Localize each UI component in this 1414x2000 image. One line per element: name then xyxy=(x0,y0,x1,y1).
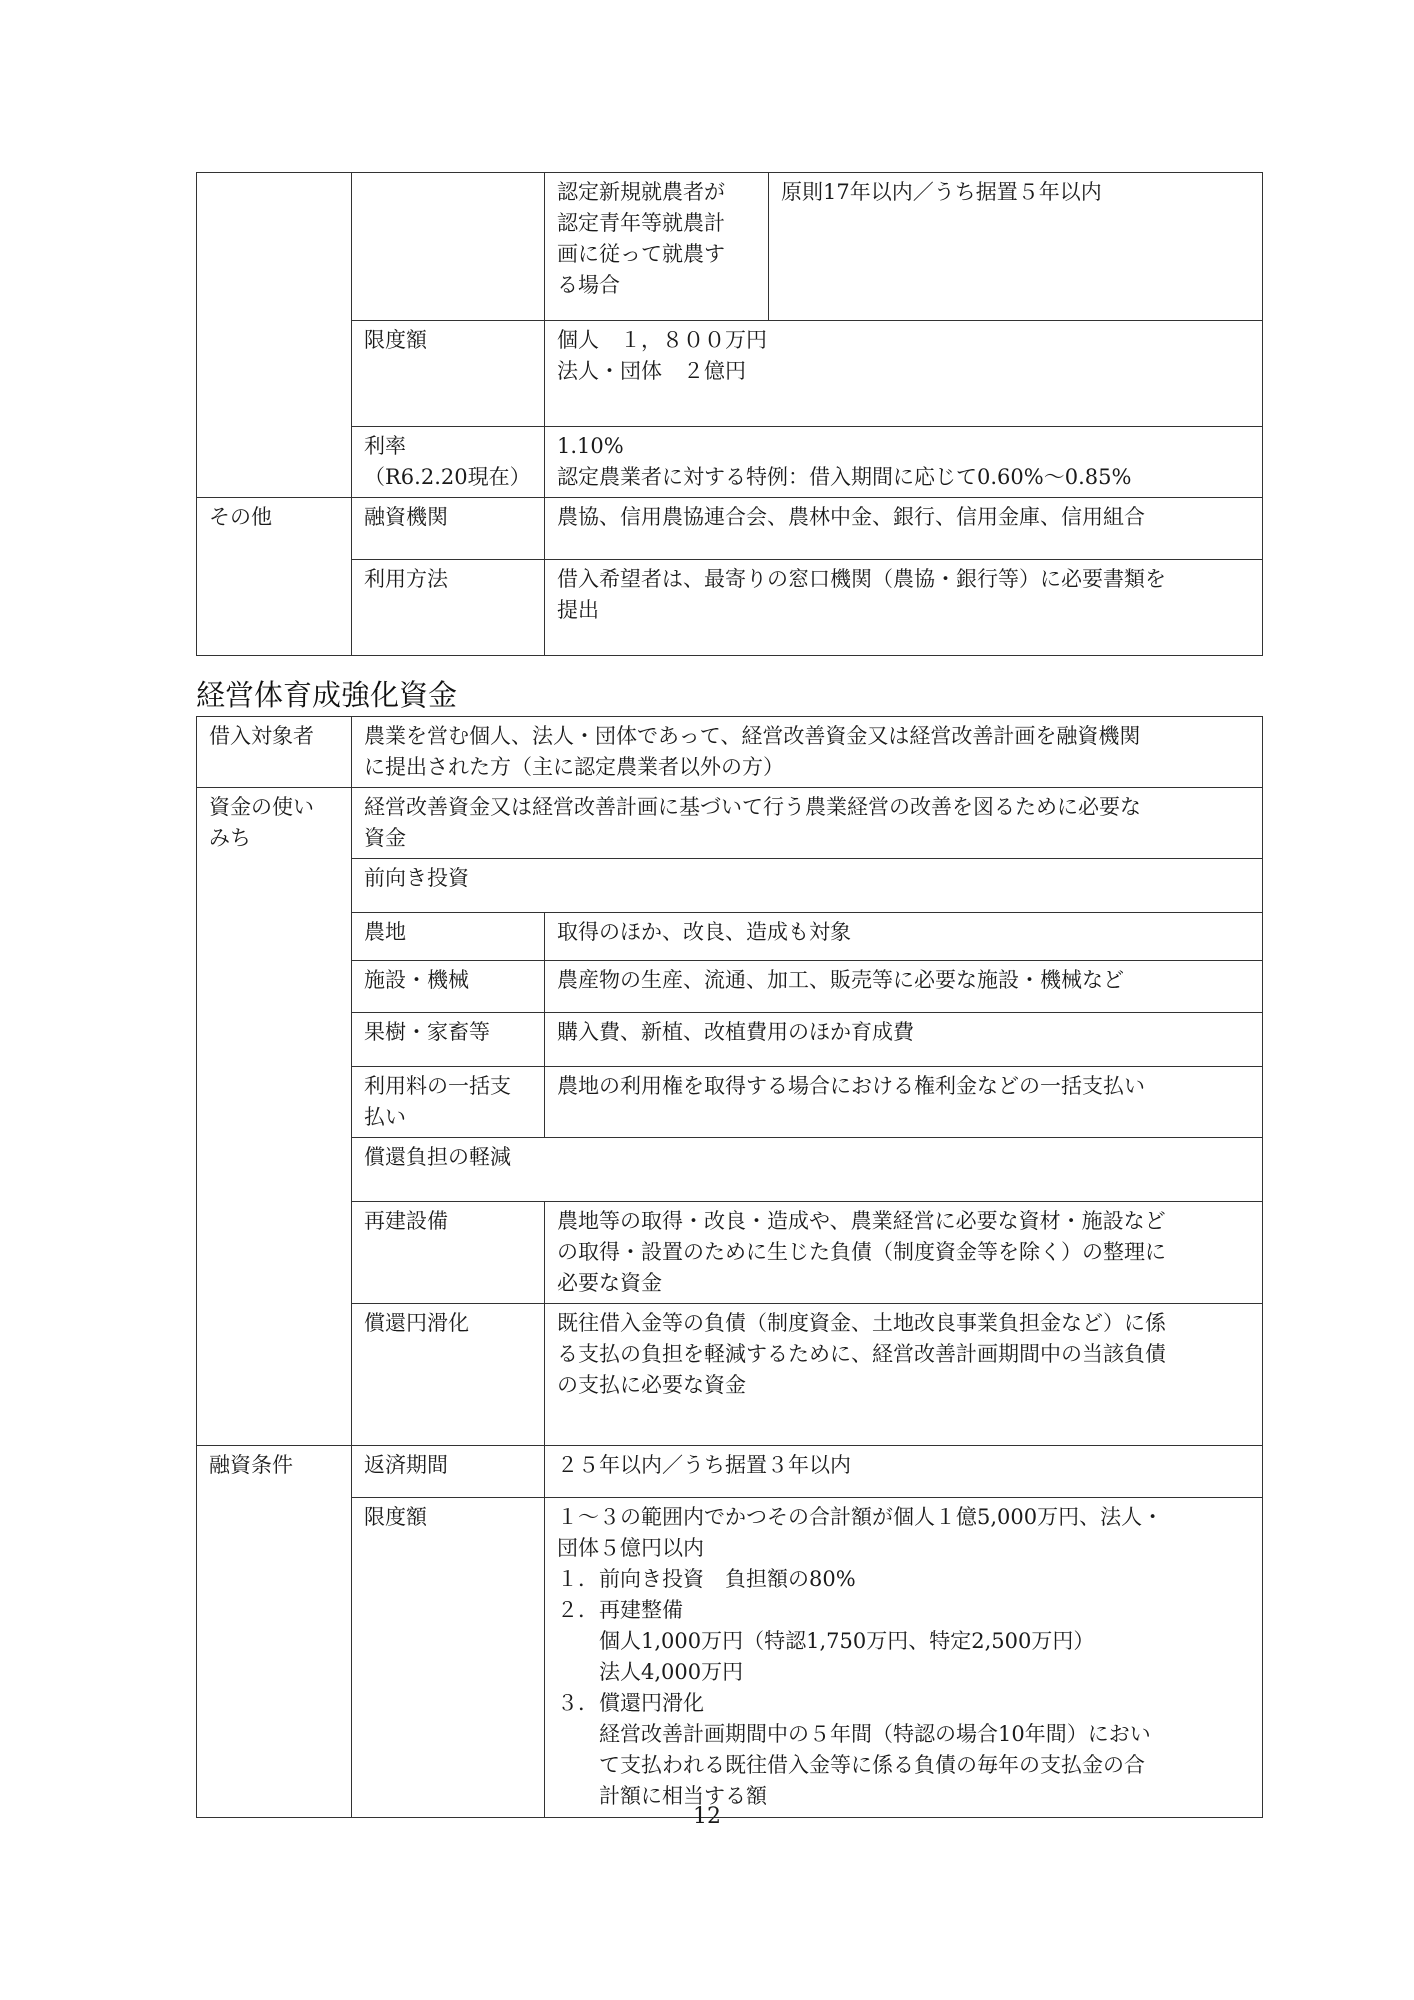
period-value-cell: ２５年以内／うち据置３年以内 xyxy=(545,1446,1263,1498)
rebuild-label-cell: 再建設備 xyxy=(352,1202,545,1304)
period-value-cell: 原則17年以内／うち据置５年以内 xyxy=(769,173,1263,321)
rebuild-value-cell: 農地等の取得・改良・造成や、農業経営に必要な資材・施設など の取得・設置のために生じた負債（制度資金等を除く）の整理に 必要な資金 xyxy=(545,1202,1263,1304)
period-label-cell: 返済期間 xyxy=(352,1446,545,1498)
page-number: 12 xyxy=(693,1804,721,1829)
condition-cell: 認定新規就農者が 認定青年等就農計 画に従って就農す る場合 xyxy=(545,173,769,321)
farmland-label-cell: 農地 xyxy=(352,913,545,961)
smooth-label-cell: 償還円滑化 xyxy=(352,1304,545,1446)
subcategory-cell-empty xyxy=(352,173,545,321)
institution-value-cell: 農協、信用農協連合会、農林中金、銀行、信用金庫、信用組合 xyxy=(545,498,1263,560)
farmland-value-cell: 取得のほか、改良、造成も対象 xyxy=(545,913,1263,961)
loan-table-continued xyxy=(196,172,1263,656)
other-label-cell: その他 xyxy=(197,498,352,656)
facility-value-cell: 農産物の生産、流通、加工、販売等に必要な施設・機械など xyxy=(545,961,1263,1013)
smooth-value-cell: 既往借入金等の負債（制度資金、土地改良事業負担金など）に係 る支払の負担を軽減するために、経営改善計画期間中の当該負債 の支払に必要な資金 xyxy=(545,1304,1263,1446)
forward-investment-heading: 前向き投資 xyxy=(352,859,1263,913)
rate-label-cell: 利率 （R6.2.20現在） xyxy=(352,427,545,498)
lump-sum-value-cell: 農地の利用権を取得する場合における権利金などの一括支払い xyxy=(545,1067,1263,1138)
burden-reduction-heading: 償還負担の軽減 xyxy=(352,1138,1263,1202)
target-value-cell: 農業を営む個人、法人・団体であって、経営改善資金又は経営改善計画を融資機関 に提出された方（主に認定農業者以外の方） xyxy=(352,717,1263,788)
target-label-cell: 借入対象者 xyxy=(197,717,352,788)
management-fund-table xyxy=(196,716,1263,1818)
orchard-value-cell: 購入費、新植、改植費用のほか育成費 xyxy=(545,1013,1263,1067)
section-title: 経営体育成強化資金 xyxy=(196,678,458,712)
rate-value-cell: 1.10% 認定農業者に対する特例：借入期間に応じて0.60%～0.85% xyxy=(545,427,1263,498)
institution-label-cell: 融資機関 xyxy=(352,498,545,560)
lump-sum-label-cell: 利用料の一括支 払い xyxy=(352,1067,545,1138)
category-cell-empty xyxy=(197,173,352,498)
orchard-label-cell: 果樹・家畜等 xyxy=(352,1013,545,1067)
limit-value-cell: １～３の範囲内でかつその合計額が個人１億5,000万円、法人・ 団体５億円以内 １．前向き投資 負担額の80% ２．再建整備 個人1,000万円（特認1,750万円、特定2,500万円） 法人4,000万円 ３．償還円滑化 経営改善計画期間中の５年間（特認の場合10年間）におい て支払われる既往借入金等に係る負債の毎年の支払金の合 計額に相当する額 xyxy=(545,1498,1263,1818)
limit-value-cell: 個人 １，８００万円 法人・団体 ２億円 xyxy=(545,321,1263,427)
facility-label-cell: 施設・機械 xyxy=(352,961,545,1013)
use-value-cell: 経営改善資金又は経営改善計画に基づいて行う農業経営の改善を図るために必要な 資金 xyxy=(352,788,1263,859)
usage-label-cell: 利用方法 xyxy=(352,560,545,656)
usage-value-cell: 借入希望者は、最寄りの窓口機関（農協・銀行等）に必要書類を 提出 xyxy=(545,560,1263,656)
limit-label-cell: 限度額 xyxy=(352,1498,545,1818)
use-label-cell: 資金の使い みち xyxy=(197,788,352,1446)
loan-conditions-label-cell: 融資条件 xyxy=(197,1446,352,1818)
limit-label-cell: 限度額 xyxy=(352,321,545,427)
